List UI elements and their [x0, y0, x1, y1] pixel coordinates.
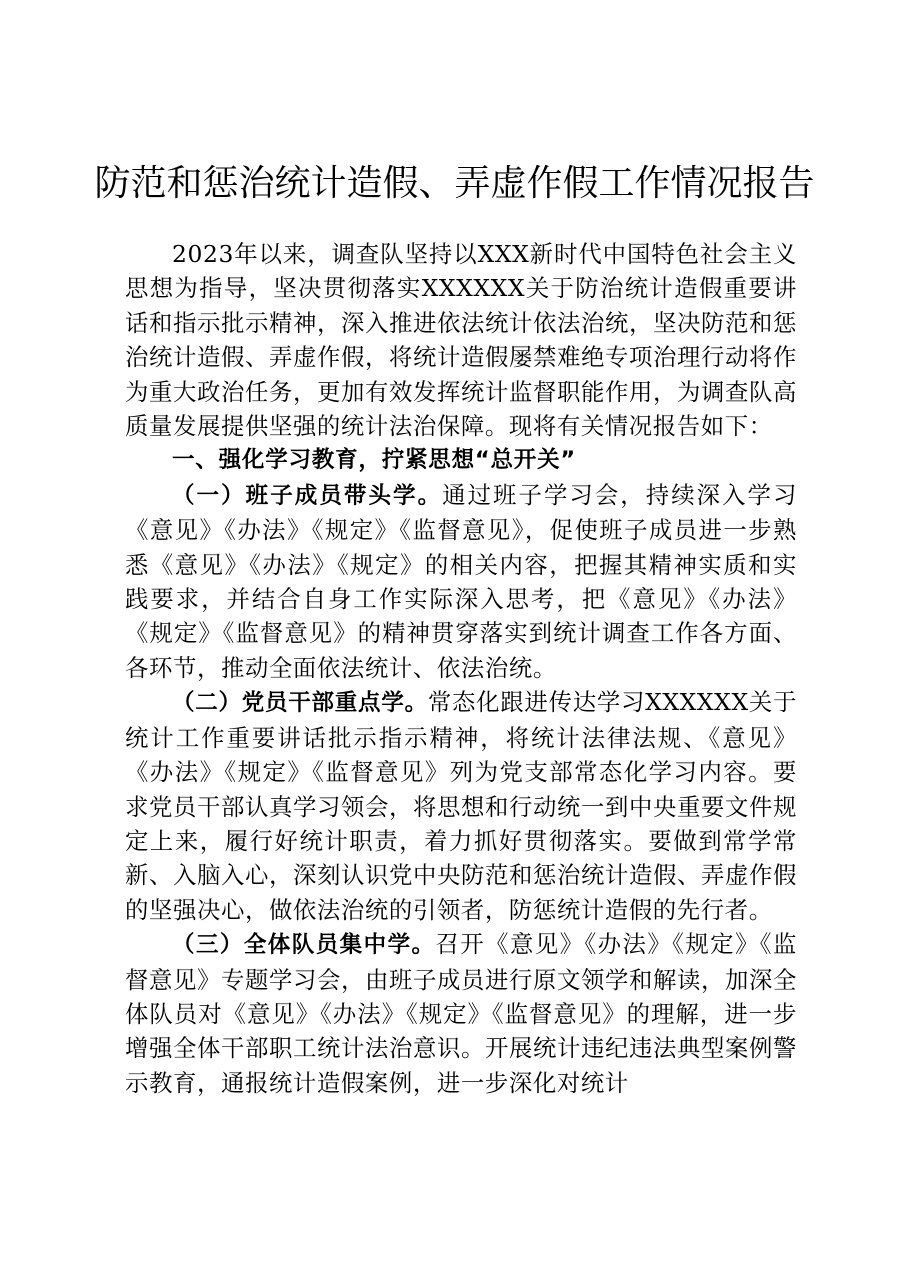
item-3-lead: （三）全体队员集中学。 — [172, 932, 436, 959]
document-body — [125, 237, 797, 1100]
item-2-text: 常态化跟进传达学习XXXXXX关于统计工作重要讲话批示指示精神，将统计法律法规、《意见》《办法》《规定》《监督意见》列为党支部常态化学习内容。要求党员干部认真学习领会，将思想和行动统一到中央重要文件规定上来，履行好统计职责，着力抓好贯彻落实。要做到常学常新、入脑入心，深刻认识党中央防范和惩治统计造假、弄虚作假的坚强决心，做依法治统的引领者，防惩统计造假的先行者。 — [125, 688, 797, 924]
document-title: 防范和惩治统计造假、弄虚作假工作情况报告 — [94, 163, 815, 204]
item-1-lead: （一）班子成员带头学。 — [172, 482, 443, 509]
paragraph-item-3 — [125, 927, 797, 1100]
section-heading-1: 一、强化学习教育，拧紧思想“总开关” — [172, 447, 576, 474]
item-1-text: 通过班子学习会，持续深入学习《意见》《办法》《规定》《监督意见》，促使班子成员进一步熟悉《意见》《办法》《规定》的相关内容，把握其精神实质和实践要求，并结合自身工作实际深入思考，把《意见》《办法》《规定》《监督意见》的精神贯穿落实到统计调查工作各方面、各环节，推动全面依法统计、依法治统。 — [125, 480, 797, 682]
item-2-lead: （二）党员干部重点学。 — [172, 690, 428, 717]
item-3-text: 召开《意见》《办法》《规定》《监督意见》专题学习会，由班子成员进行原文领学和解读，加深全体队员对《意见》《办法》《规定》《监督意见》的理解，进一步增强全体干部职工统计法治意识。开展统计违纪违法典型案例警示教育，通报统计造假案例，进一步深化对统计 — [125, 930, 797, 1097]
paragraph-item-2 — [125, 685, 797, 927]
paragraph-item-1 — [125, 478, 797, 685]
intro-paragraph: 2023年以来，调查队坚持以XXX新时代中国特色社会主义思想为指导，坚决贯彻落实XXXXXX关于防治统计造假重要讲话和指示批示精神，深入推进依法统计依法治统，坚决防范和惩治统计造假、弄虚作假，将统计造假屡禁难绝专项治理行动将作为重大政治任务，更加有效发挥统计监督职能作用，为调查队高质量发展提供坚强的统计法治保障。现将有关情况报告如下： — [125, 240, 797, 441]
